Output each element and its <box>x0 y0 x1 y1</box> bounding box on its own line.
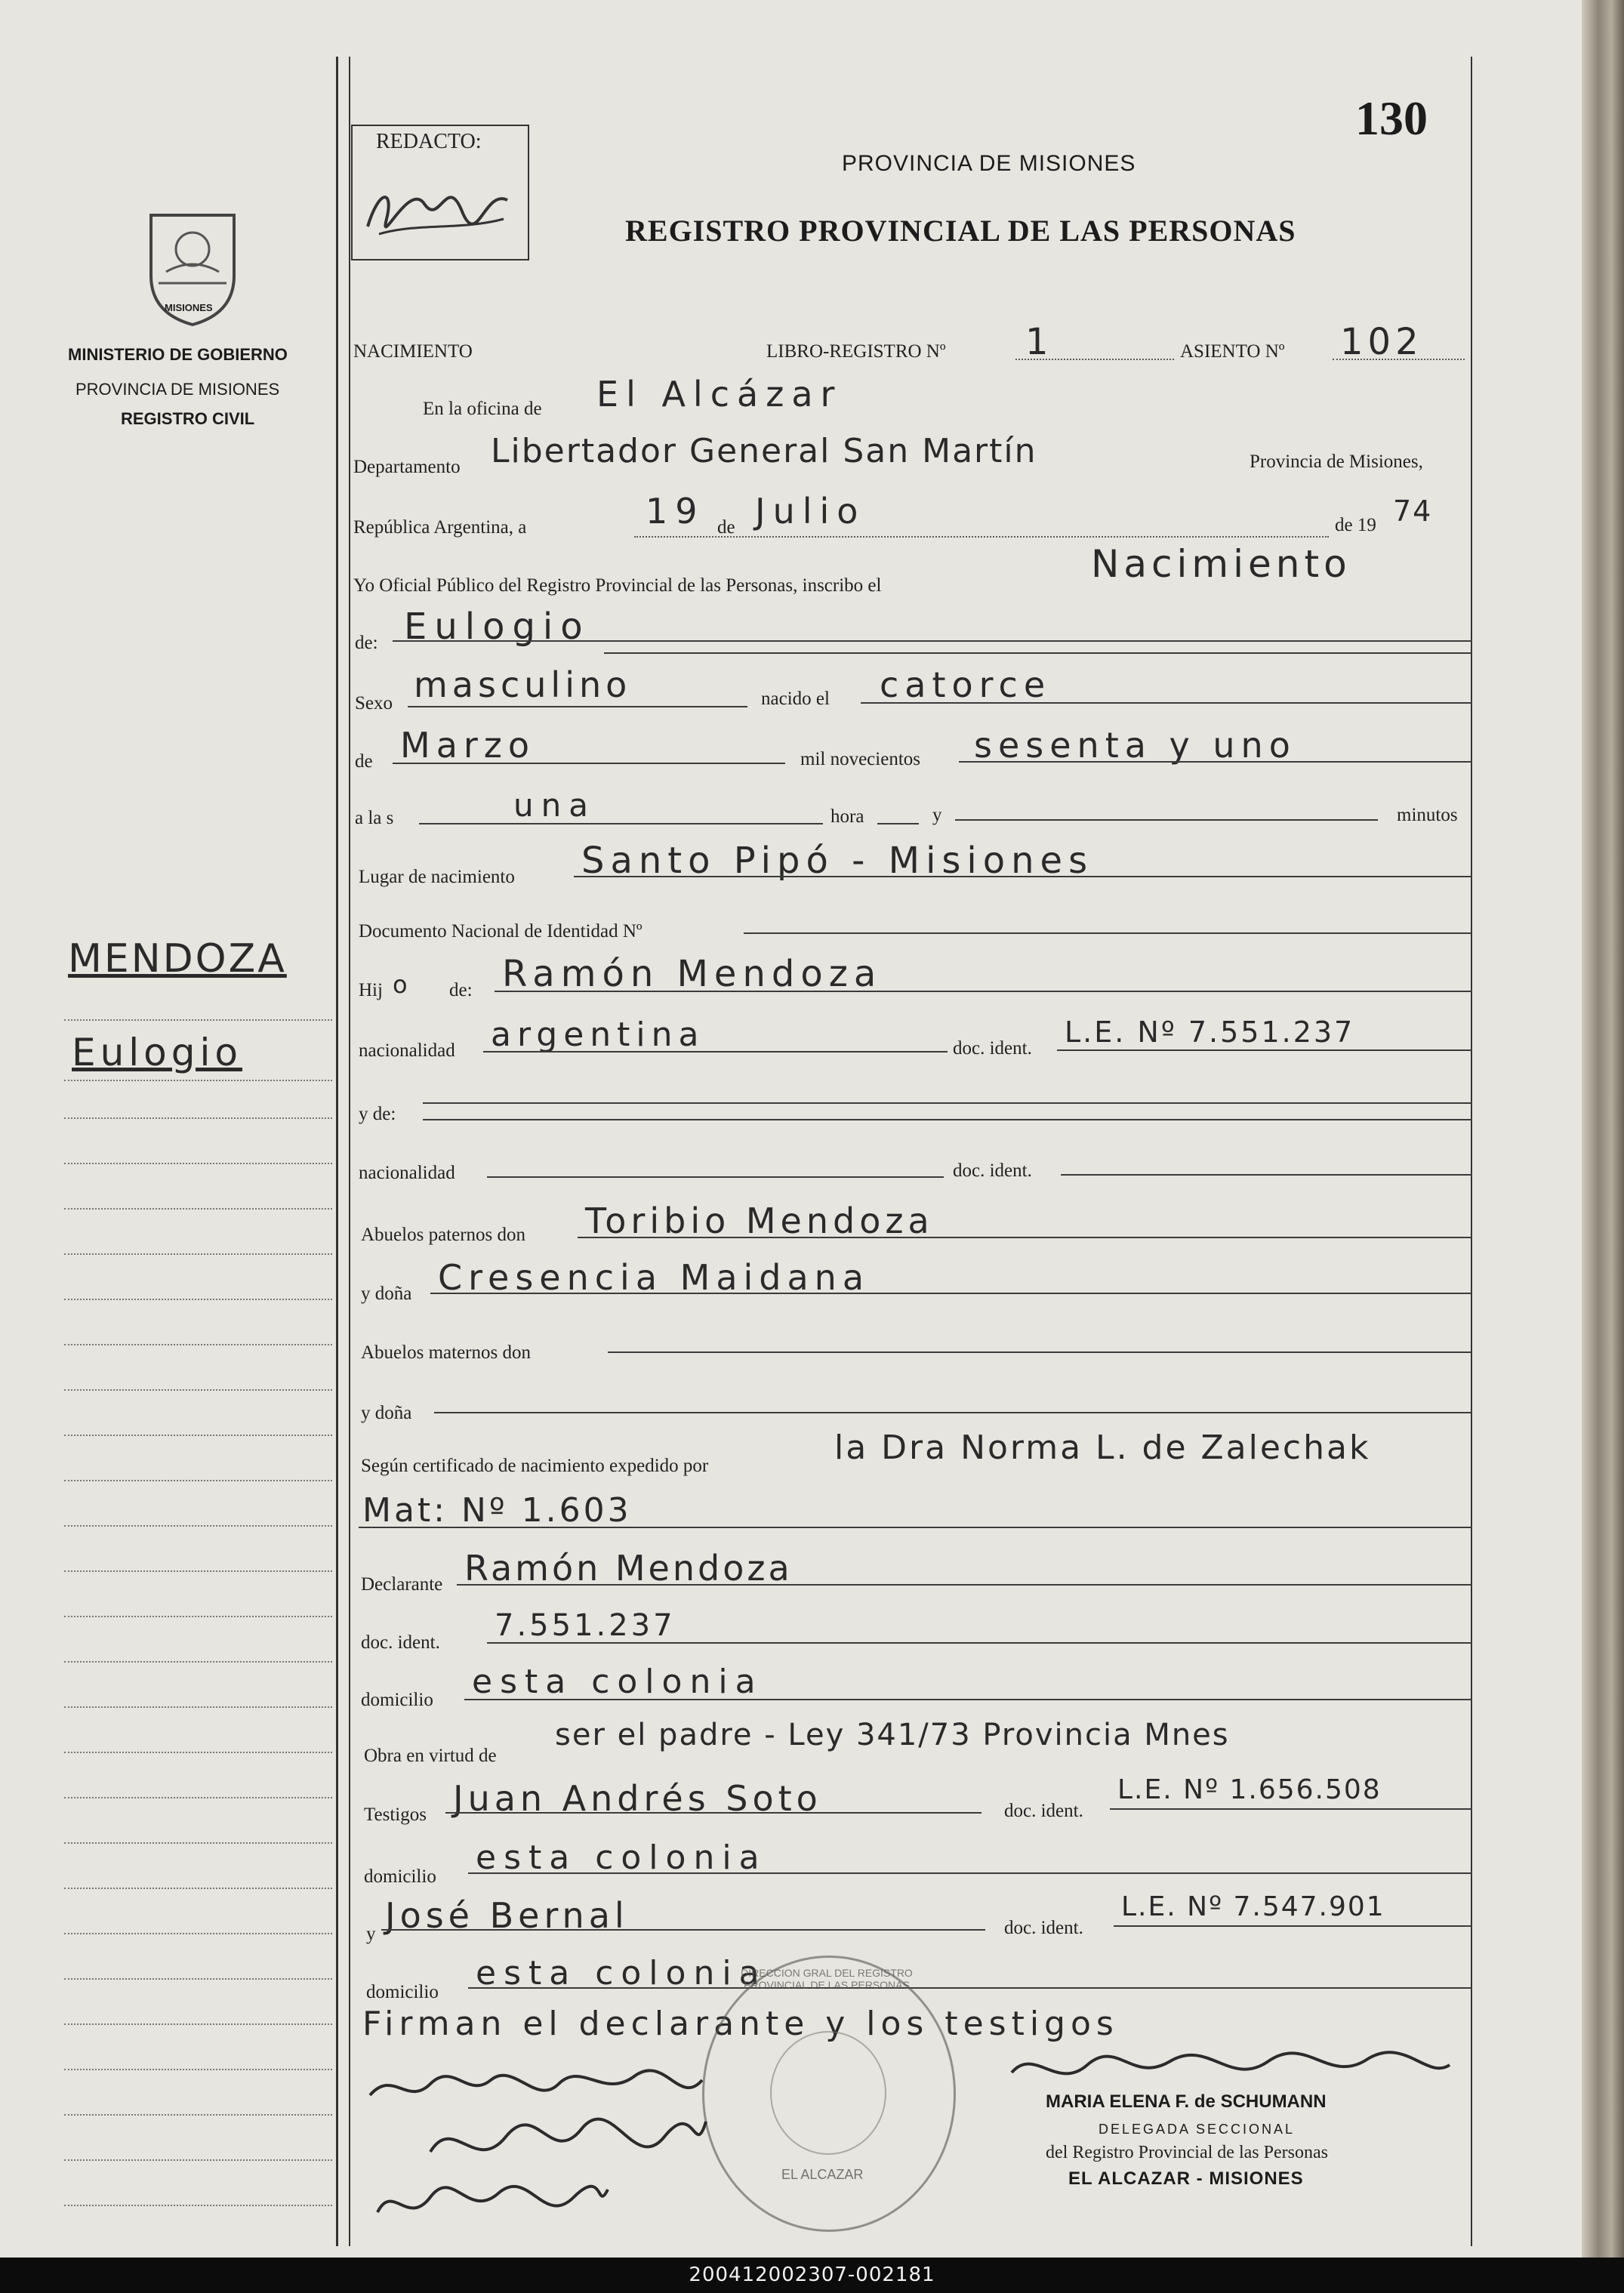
right-margin-rule <box>1471 57 1472 2246</box>
sidebar-rule <box>64 1525 332 1527</box>
sidebar-rule <box>64 1253 332 1255</box>
mil-field-line <box>959 761 1472 763</box>
minutos-label: minutos <box>1397 805 1458 825</box>
official-place: EL ALCAZAR - MISIONES <box>1068 2168 1304 2189</box>
de-anio-label: de 19 <box>1335 515 1376 535</box>
padre-doc-value: L.E. Nº 7.551.237 <box>1065 1016 1355 1049</box>
padre-nacionalidad-value: argentina <box>491 1016 705 1054</box>
declarante-doc-line <box>487 1642 1472 1644</box>
declarante-value: Ramón Mendoza <box>464 1548 793 1589</box>
sidebar-rule <box>64 1570 332 1572</box>
mil-value: sesenta y uno <box>974 725 1296 766</box>
sidebar-rule <box>64 1978 332 1980</box>
oficina-value: El Alcázar <box>596 374 843 415</box>
testigo1-value: Juan Andrés Soto <box>453 1778 822 1819</box>
testigo2-y-label: y <box>366 1924 376 1944</box>
nacido-label: nacido el <box>761 689 830 709</box>
nombre-extra-line <box>604 652 1472 654</box>
official-name: MARIA ELENA F. de SCHUMANN <box>1046 2091 1327 2112</box>
de-mes-label: de <box>717 517 735 538</box>
certificado-value: la Dra Norma L. de Zalechak <box>834 1429 1371 1467</box>
yo-oficial-label: Yo Oficial Público del Registro Provincial de las Personas, inscribo el <box>353 575 882 596</box>
asiento-value: 102 <box>1340 321 1423 363</box>
provincia-suffix: Provincia de Misiones, <box>1250 452 1423 472</box>
sidebar-rule <box>64 1080 332 1081</box>
padre-doc-label: doc. ident. <box>953 1038 1032 1059</box>
hijo-label: Hij <box>359 980 383 1000</box>
republica-label: República Argentina, a <box>353 517 527 538</box>
testigo2-domicilio-line <box>468 1987 1472 1989</box>
madre-nacionalidad-line <box>487 1176 944 1178</box>
declarante-label: Declarante <box>361 1574 443 1595</box>
sidebar-rule <box>64 1888 332 1889</box>
testigos-label: Testigos <box>364 1805 427 1825</box>
sidebar-rule <box>64 2023 332 2025</box>
margin-given-name: Eulogio <box>72 1031 242 1074</box>
abuela-materna-label: y doña <box>361 1403 412 1423</box>
testigo1-doc-line <box>1110 1808 1472 1810</box>
domicilio-label: domicilio <box>361 1690 433 1710</box>
registry-title: REGISTRO PROVINCIAL DE LAS PERSONAS <box>625 214 1296 248</box>
asiento-label: ASIENTO Nº <box>1180 341 1285 362</box>
sidebar-rule <box>64 1117 332 1119</box>
seal-place-text: EL ALCAZAR <box>781 2167 864 2182</box>
fecha-field-line <box>634 536 1329 538</box>
nombre-value: Eulogio <box>404 606 590 648</box>
testigo2-doc-value: L.E. Nº 7.547.901 <box>1121 1891 1385 1922</box>
departamento-label: Departamento <box>353 457 461 477</box>
asiento-field-line <box>1333 359 1465 360</box>
lugar-value: Santo Pipó - Misiones <box>581 840 1094 882</box>
sidebar-rule <box>64 2069 332 2070</box>
a-las-label: a la s <box>355 808 394 828</box>
abuelo-paterno-value: Toribio Mendoza <box>585 1200 934 1241</box>
left-margin-rule <box>336 57 338 2246</box>
image-id-caption: 200412002307-002181 <box>0 2258 1624 2293</box>
testigo2-signature-icon <box>370 2167 612 2235</box>
seal-crest-ring <box>770 2031 886 2155</box>
redacto-label: REDACTO: <box>376 130 482 153</box>
sidebar-rule <box>64 2114 332 2116</box>
padre-field-line <box>495 991 1472 992</box>
testigo2-doc-label: doc. ident. <box>1004 1918 1083 1938</box>
declarante-doc-label: doc. ident. <box>361 1632 440 1653</box>
sidebar-rule <box>64 1616 332 1617</box>
madre-doc-line <box>1061 1174 1472 1176</box>
lugar-field-line <box>574 876 1472 877</box>
libro-label: LIBRO-REGISTRO Nº <box>766 341 946 362</box>
testigo2-domicilio-label: domicilio <box>366 1982 439 2002</box>
testigo2-doc-line <box>1114 1925 1472 1927</box>
madre-label: y de: <box>359 1104 396 1124</box>
lugar-label: Lugar de nacimiento <box>359 867 515 887</box>
official-role: DELEGADA SECCIONAL <box>1099 2122 1296 2137</box>
sidebar-rule <box>64 2159 332 2161</box>
matricula-line <box>359 1527 1472 1528</box>
firman-value: Firman el declarante y los testigos <box>362 2005 1119 2043</box>
sidebar-rule <box>64 1480 332 1481</box>
padre-nacionalidad-line <box>483 1051 948 1052</box>
hijo-de-label: de: <box>449 980 473 1000</box>
abuela-paterna-line <box>430 1293 1472 1294</box>
sidebar-rule <box>64 1661 332 1663</box>
testigo1-doc-label: doc. ident. <box>1004 1801 1083 1821</box>
testigo2-domicilio-value: esta colonia <box>476 1954 767 1993</box>
dia-value: 19 <box>646 491 705 532</box>
documento-label: Documento Nacional de Identidad Nº <box>359 921 643 942</box>
official-office: del Registro Provincial de las Personas <box>1046 2143 1328 2162</box>
abuela-paterna-label: y doña <box>361 1284 412 1304</box>
testigo1-domicilio-value: esta colonia <box>476 1838 767 1877</box>
obra-label: Obra en virtud de <box>364 1746 497 1766</box>
hora-value: una <box>513 787 596 824</box>
matricula-value: Mat: Nº 1.603 <box>362 1491 632 1530</box>
hijo-suffix: o <box>393 970 408 999</box>
margin-surname: MENDOZA <box>68 936 287 982</box>
libro-field-line <box>1015 359 1174 360</box>
mes-field-line <box>393 763 785 764</box>
hora-tail-line <box>877 823 919 824</box>
sidebar-rule <box>64 2205 332 2206</box>
sidebar-rule <box>64 1842 332 1844</box>
declarante-doc-value: 7.551.237 <box>495 1608 676 1643</box>
testigo2-line <box>381 1929 985 1931</box>
nacimiento-heading: NACIMIENTO <box>353 341 473 362</box>
testigo2-value: José Bernal <box>385 1895 629 1936</box>
oficina-label: En la oficina de <box>423 399 542 419</box>
ministry-line-1: MINISTERIO DE GOBIERNO <box>68 345 288 364</box>
departamento-value: Libertador General San Martín <box>491 432 1037 470</box>
sidebar-rule <box>64 1163 332 1164</box>
book-edge <box>1582 0 1624 2258</box>
sexo-field-line <box>408 706 747 707</box>
inner-margin-rule <box>349 57 350 2246</box>
hora-label: hora <box>830 806 864 827</box>
official-signature-icon <box>1004 2039 1457 2099</box>
sidebar-rule <box>64 1019 332 1021</box>
sidebar-rule <box>64 1435 332 1436</box>
padre-value: Ramón Mendoza <box>502 953 883 995</box>
ministry-line-2: PROVINCIA DE MISIONES <box>75 380 280 399</box>
abuela-materna-line <box>434 1412 1472 1413</box>
domicilio-value: esta colonia <box>472 1663 763 1701</box>
ministry-line-3: REGISTRO CIVIL <box>121 409 255 428</box>
anio-value: 74 <box>1393 495 1433 528</box>
sidebar-rule <box>64 1208 332 1210</box>
inscribo-value: Nacimiento <box>1091 542 1351 586</box>
declarante-line <box>457 1584 1472 1586</box>
domicilio-line <box>464 1699 1472 1700</box>
abuelos-maternos-label: Abuelos maternos don <box>361 1342 531 1363</box>
testigo1-line <box>445 1812 981 1814</box>
abuela-paterna-value: Cresencia Maidana <box>438 1257 871 1298</box>
seal-ring-text: DIRECCION GRAL DEL REGISTRO PROVINCIAL DE LAS PERSONAS <box>741 1967 913 1991</box>
madre-field-line <box>423 1102 1472 1104</box>
madre-field-line-2 <box>423 1119 1472 1120</box>
abuelos-paternos-label: Abuelos paternos don <box>361 1225 526 1245</box>
madre-nacionalidad-label: nacionalidad <box>359 1163 455 1183</box>
sidebar-rule <box>64 1706 332 1708</box>
province-title: PROVINCIA DE MISIONES <box>842 151 1136 176</box>
sidebar-rule <box>64 1797 332 1798</box>
sexo-value: masculino <box>414 664 632 705</box>
page-number: 130 <box>1355 91 1428 145</box>
padre-doc-line <box>1057 1049 1472 1051</box>
madre-doc-label: doc. ident. <box>953 1160 1032 1181</box>
sidebar-rule <box>64 1389 332 1391</box>
sidebar-rule <box>64 1344 332 1345</box>
sexo-label: Sexo <box>355 693 393 713</box>
abuelo-materno-line <box>608 1351 1472 1353</box>
padre-nacionalidad-label: nacionalidad <box>359 1040 455 1061</box>
hora-field-line <box>419 823 823 824</box>
obra-value: ser el padre - Ley 341/73 Provincia Mnes <box>555 1718 1230 1752</box>
testigo1-domicilio-line <box>468 1872 1472 1874</box>
de-mes-nacido-label: de <box>355 751 373 772</box>
y-minutos-label: y <box>932 805 942 825</box>
sidebar-rule <box>64 1299 332 1300</box>
sidebar-rule <box>64 1933 332 1934</box>
redacto-signature-icon <box>356 159 522 249</box>
crest-label: MISIONES <box>165 302 213 313</box>
nacido-field-line <box>861 702 1472 704</box>
abuelo-paterno-line <box>578 1237 1472 1238</box>
nacido-mes-value: Marzo <box>400 725 536 766</box>
de-label: de: <box>355 633 378 653</box>
testigo1-doc-value: L.E. Nº 1.656.508 <box>1117 1774 1382 1805</box>
minutos-field-line <box>955 819 1378 821</box>
nombre-field-line <box>393 640 1472 642</box>
testigo1-domicilio-label: domicilio <box>364 1866 436 1887</box>
libro-value: 1 <box>1025 321 1056 363</box>
nacido-value: catorce <box>880 664 1052 705</box>
mil-novecientos-label: mil novecientos <box>800 749 920 769</box>
mes-value: Julio <box>755 491 866 532</box>
documento-field-line <box>744 932 1472 934</box>
sidebar-rule <box>64 1752 332 1753</box>
segun-label: Según certificado de nacimiento expedido por <box>361 1456 709 1476</box>
